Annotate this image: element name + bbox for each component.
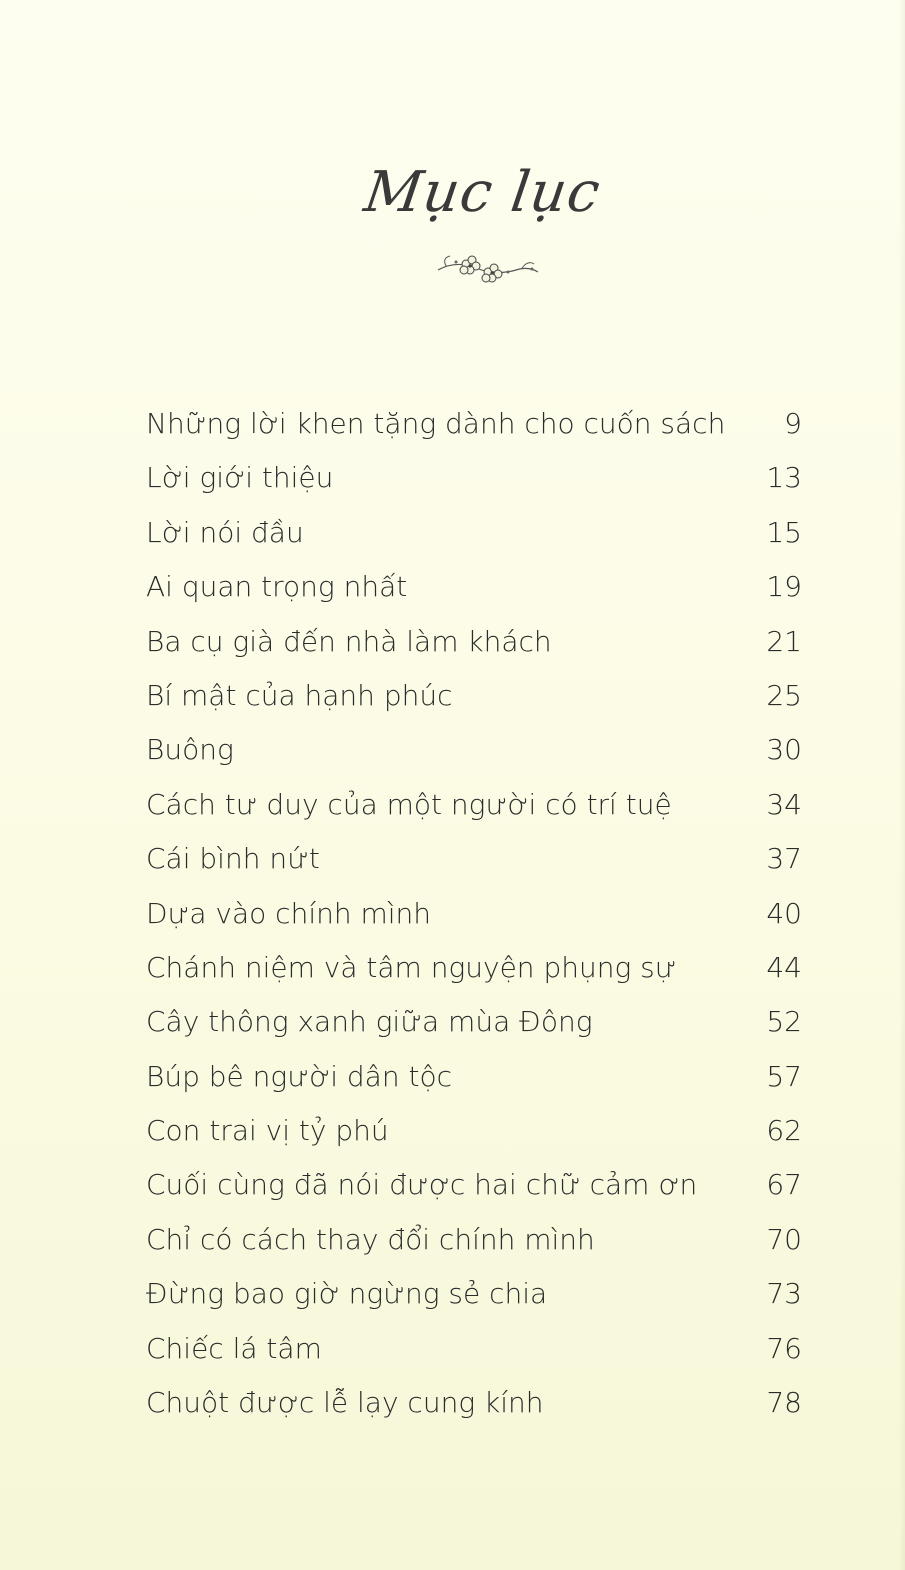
toc-entry xyxy=(146,887,802,941)
toc-entry xyxy=(146,723,802,777)
toc-entry-page-number: 9 xyxy=(784,407,802,440)
toc-entry-title: Chuột được lễ lạy cung kính xyxy=(146,1386,544,1420)
toc-entry xyxy=(146,560,802,614)
toc-entry-title: Bí mật của hạnh phúc xyxy=(146,678,453,712)
toc-entry-title: Lời nói đầu xyxy=(146,515,304,549)
page-edge xyxy=(899,0,905,1570)
toc-entry-title: Con trai vị tỷ phú xyxy=(146,1114,389,1148)
toc-entry xyxy=(146,1158,802,1212)
toc-entry xyxy=(146,832,802,886)
flower-branch-icon xyxy=(436,250,540,290)
toc-entry-page-number: 25 xyxy=(766,678,802,712)
toc-entry-title: Những lời khen tặng dành cho cuốn sách xyxy=(146,407,726,440)
toc-entry-page-number: 44 xyxy=(766,950,802,984)
toc-entry-page-number: 78 xyxy=(766,1386,802,1420)
toc-entry-title: Buông xyxy=(146,733,234,767)
toc-entry xyxy=(146,941,802,995)
toc-entry-page-number: 67 xyxy=(766,1168,802,1202)
toc-entry xyxy=(146,1376,802,1430)
toc-entry-page-number: 76 xyxy=(766,1331,802,1365)
toc-entry xyxy=(146,1322,802,1376)
toc-entry-page-number: 62 xyxy=(766,1114,802,1148)
toc-entry xyxy=(146,615,802,669)
toc-entry-title: Chánh niệm và tâm nguyện phụng sự xyxy=(146,950,677,984)
toc-entry xyxy=(146,778,802,832)
toc-entry-title: Búp bê người dân tộc xyxy=(146,1059,452,1093)
toc-entry-title: Chỉ có cách thay đổi chính mình xyxy=(146,1222,595,1256)
toc-entry-title: Cái bình nứt xyxy=(146,842,320,876)
toc-entry-page-number: 37 xyxy=(766,842,802,876)
toc-entry-title: Ba cụ già đến nhà làm khách xyxy=(146,624,552,658)
toc-entry-page-number: 34 xyxy=(766,787,802,821)
toc-entry-page-number: 15 xyxy=(766,515,802,549)
toc-entry-title: Ai quan trọng nhất xyxy=(146,570,408,604)
toc-entry xyxy=(146,451,802,505)
toc-entry-page-number: 73 xyxy=(766,1277,802,1311)
toc-entry-page-number: 57 xyxy=(766,1059,802,1093)
toc-entry-page-number: 40 xyxy=(766,896,802,930)
toc-entry-title: Cách tư duy của một người có trí tuệ xyxy=(146,787,672,821)
toc-entry-page-number: 52 xyxy=(766,1005,802,1039)
toc-entry-title: Chiếc lá tâm xyxy=(146,1331,322,1365)
toc-entry xyxy=(146,1104,802,1158)
table-of-contents xyxy=(146,397,802,1430)
page-title: Mục lục xyxy=(360,160,605,225)
toc-entry-title: Lời giới thiệu xyxy=(146,461,334,495)
toc-entry-page-number: 19 xyxy=(766,570,802,604)
toc-entry xyxy=(146,397,802,451)
toc-entry-page-number: 30 xyxy=(766,733,802,767)
toc-entry-page-number: 70 xyxy=(766,1222,802,1256)
toc-entry-title: Dựa vào chính mình xyxy=(146,896,432,930)
toc-entry-title: Cây thông xanh giữa mùa Đông xyxy=(146,1005,593,1039)
toc-entry xyxy=(146,1050,802,1104)
toc-entry-title: Cuối cùng đã nói được hai chữ cảm ơn xyxy=(146,1168,698,1202)
toc-entry xyxy=(146,1213,802,1267)
toc-entry-page-number: 13 xyxy=(766,461,802,495)
toc-entry-page-number: 21 xyxy=(766,624,802,658)
toc-entry xyxy=(146,506,802,560)
toc-entry xyxy=(146,669,802,723)
toc-entry xyxy=(146,1267,802,1321)
toc-entry xyxy=(146,995,802,1049)
toc-entry-title: Đừng bao giờ ngừng sẻ chia xyxy=(146,1277,548,1311)
